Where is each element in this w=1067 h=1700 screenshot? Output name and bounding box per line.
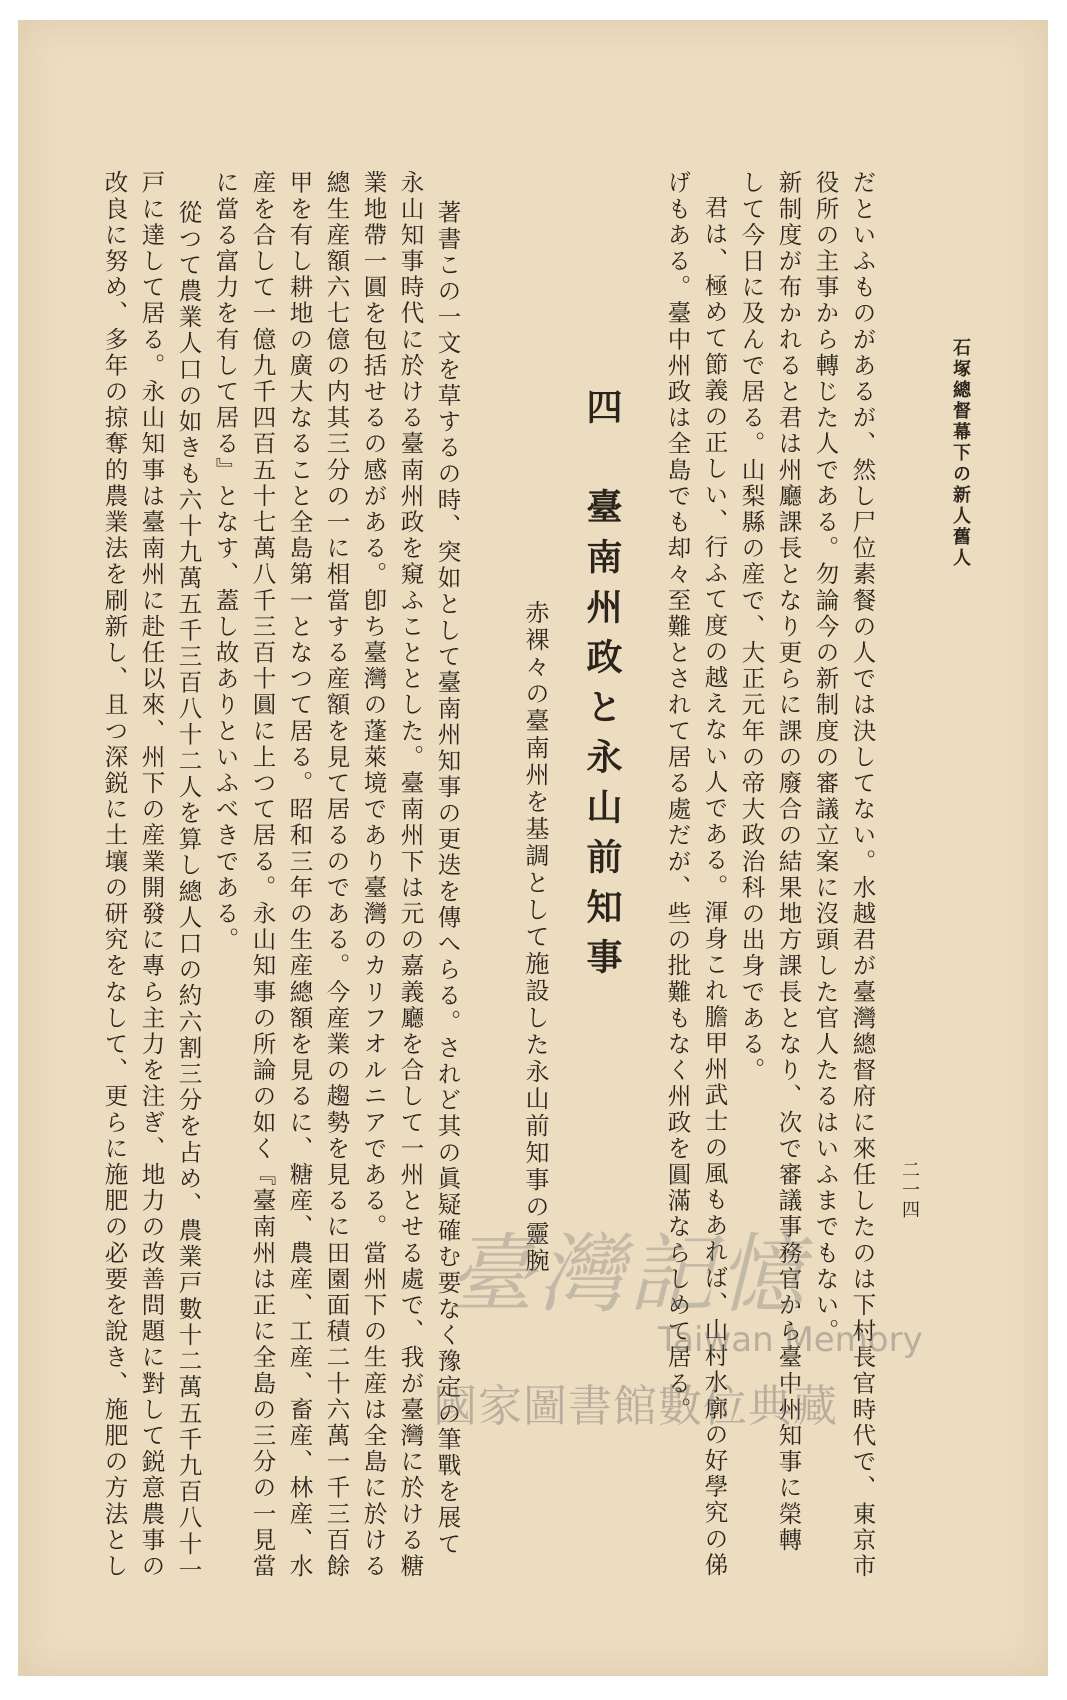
text-column: だといふものがあるが、然し尸位素餐の人では決してない。水越君が臺灣總督府に來任したのは下村長官時代で、東京市 (848, 170, 877, 1580)
running-header: 石塚總督幕下の新人舊人 (950, 338, 971, 569)
chapter-title: 四 臺南州政と永山前知事 (581, 388, 622, 988)
text-column: 戸に達して居る。永山知事は臺南州に赴任以來、州下の産業開發に專ら主力を注ぎ、地力の改善問題に對して鋭意農事の (137, 170, 166, 1580)
text-column: 産を合して一億九千四百五十七萬八千三百十圓に上つて居る。永山知事の所論の如く『臺南州は正に全島の三分の一見當 (248, 170, 277, 1580)
text-column: 業地帶一圓を包括せるの感がある。卽ち臺灣の蓬萊境であり臺灣のカリフオルニアである。當州下の生産は全島に於ける (359, 170, 388, 1580)
watermark-english: Taiwan Memory (658, 1320, 923, 1360)
page-number: 二一四 (899, 1160, 920, 1220)
chapter-subtitle: 赤裸々の臺南州を基調として施設した永山前知事の靈腕 (521, 600, 549, 1275)
text-column: 從つて農業人口の如きも六十九萬五千三百八十二人を算し總人口の約六割三分を占め、農業戸數十二萬五千九百八十一 (174, 200, 203, 1584)
watermark-chinese: 國家圖書館數位典藏 (433, 1381, 838, 1432)
text-column: 甲を有し耕地の廣大なること全島第一となつて居る。昭和三年の生産總額を見るに、糖産、農産、工産、畜産、林産、水 (285, 170, 314, 1580)
text-column: 役所の主事から轉じた人である。勿論今の新制度の審議立案に沒頭した官人たるはいふまでもない。 (811, 170, 840, 1345)
text-column: 著書この一文を草するの時、突如として臺南州知事の更迭を傳へらる。されど其の眞疑確む要なく豫定の筆戰を展て (433, 200, 462, 1558)
text-column: げもある。臺中州政は全島でも却々至難とされて居る處だが、些の批難もなく州政を圓滿ならしめて居る。 (663, 170, 692, 1423)
text-column: 新制度が布かれると君は州廳課長となり更らに課の廢合の結果地方課長となり、次で審議事務官から臺中州知事に榮轉 (774, 170, 803, 1554)
text-column: 君は、極めて節義の正しい、行ふて度の越えない人である。渾身これ膽甲州武士の風もあれば、山村水廓の好學究の俤 (700, 195, 729, 1579)
document-page (18, 20, 1048, 1676)
watermark-script: 臺灣記憶 (448, 1225, 808, 1325)
text-column: に當る富力を有して居る』となす、蓋し故ありといふべきである。 (211, 170, 240, 953)
text-column: して今日に及んで居る。山梨縣の産で、大正元年の帝大政治科の出身である。 (737, 170, 766, 1084)
text-column: 改良に努め、多年の掠奪的農業法を刷新し、且つ深鋭に土壤の研究をなして、更らに施肥の必要を說き、施肥の方法とし (100, 170, 129, 1580)
text-column: 永山知事時代に於ける臺南州政を窺ふこととした。臺南州下は元の嘉義廳を合して一州とせる處で、我が臺灣に於ける糖 (396, 170, 425, 1580)
text-column: 總生産額六七億の内其三分の一に相當する産額を見て居るのである。今産業の趨勢を見るに田園面積二十六萬一千三百餘 (322, 170, 351, 1580)
